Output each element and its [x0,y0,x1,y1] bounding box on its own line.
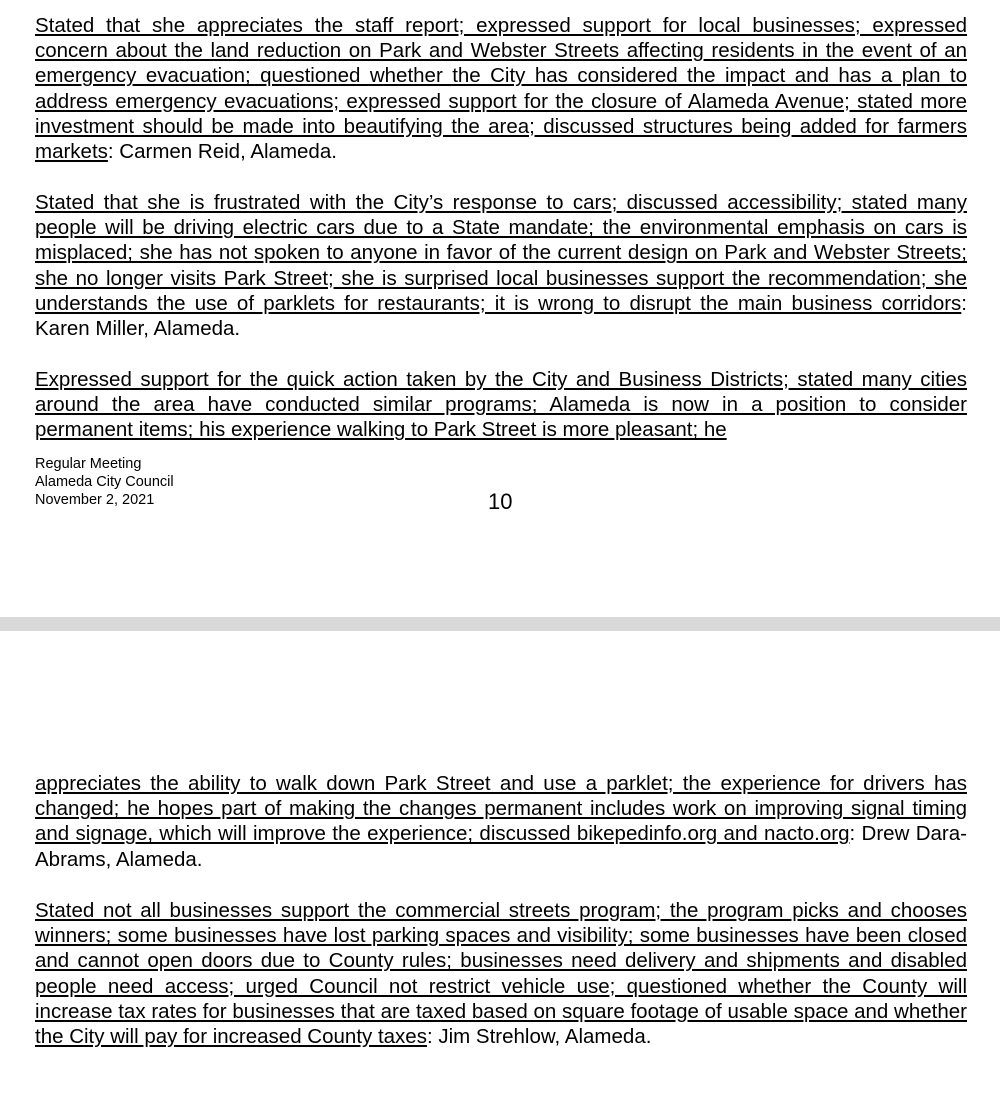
public-comment-paragraph [35,13,967,164]
footer-council-name: Alameda City Council [35,474,174,490]
page-number: 10 [488,489,513,514]
public-comment-paragraph [35,898,967,1049]
comment-statement: Stated that she appreciates the staff report; expressed support for local businesses; expressed concern about the land reduction on Park and Webster Streets affecting residents in the event of an emergency evacuation; questioned whether the City has considered the impact and has a plan to address emergency evacuations; expressed support for the closure of Alameda Avenue; stated more investment should be made into beautifying the area; discussed structures being added for farmers markets [35,14,967,164]
comment-statement: Stated that she is frustrated with the City’s response to cars; discussed accessibility; stated many people will be driving electric cars due to a State mandate; the environmental emphasis on cars is misplaced; she has not spoken to anyone in favor of the current design on Park and Webster Streets; she no longer visits Park Street; she is surprised local businesses support the recommendation; she understands the use of parklets for restaurants; it is wrong to disrupt the main business corridors [35,191,967,315]
comment-speaker: : Karen Miller, Alameda. [35,291,967,341]
comment-speaker: : Jim Strehlow, Alameda. [426,1025,652,1049]
page-separator [0,617,1000,631]
public-comment-paragraph [35,190,967,341]
footer-meeting-date: November 2, 2021 [35,492,155,508]
comment-statement: appreciates the ability to walk down Park Street and use a parklet; the experience for drivers has changed; he hopes part of making the changes permanent includes work on improving signal timing and signage, which will improve the experience; discussed bikepedinfo.org and nacto.org [35,772,967,846]
comment-speaker: : Drew Dara-Abrams, Alameda. [35,822,967,871]
public-comment-paragraph [35,367,967,443]
comment-statement: Stated not all businesses support the commercial streets program; the program picks and chooses winners; some businesses have lost parking spaces and visibility; some businesses have been closed and cannot open doors due to County rules; businesses need delivery and shipments and disabled people need access; urged Council not restrict vehicle use; questioned whether the County will increase tax rates for businesses that are taxed based on square footage of usable space and whether the City will pay for increased County taxes [35,899,967,1049]
comment-speaker: : Carmen Reid, Alameda. [107,140,337,164]
page-footer [35,455,174,509]
comment-statement: Expressed support for the quick action taken by the City and Business Districts; stated many cities around the area have conducted similar programs; Alameda is now in a position to consider permanent items; his experience walking to Park Street is more pleasant; he [35,368,967,442]
public-comment-paragraph [35,771,967,872]
footer-meeting-type: Regular Meeting [35,456,142,472]
